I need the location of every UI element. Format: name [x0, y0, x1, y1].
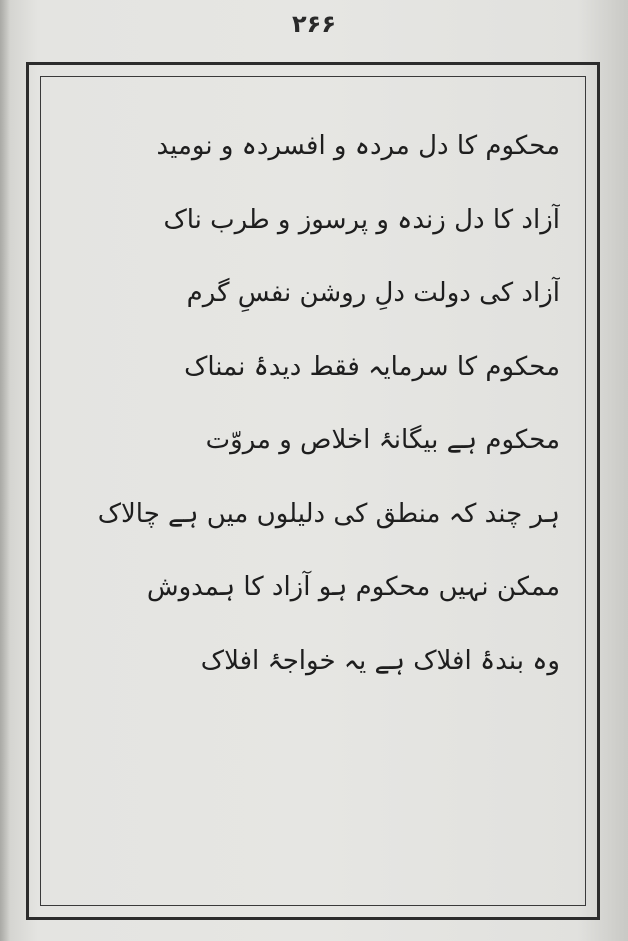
page-number: ۲۶۶ [292, 10, 336, 38]
poem-line: محکوم کا دل مردہ و افسردہ و نومید [156, 131, 560, 161]
poem-line: محکوم کا سرمایہ فقط دیدۂ نمناک [184, 351, 560, 382]
spine-shadow [0, 0, 10, 941]
poem-line: ممکن نہیں محکوم ہو آزاد کا ہمدوش [146, 572, 560, 602]
poem-line: محکوم ہے بیگانۂ اخلاص و مروّت [205, 425, 560, 455]
poem-line: ہر چند کہ منطق کی دلیلوں میں ہے چالاک [97, 498, 560, 529]
poem-line: آزاد کا دل زندہ و پرسوز و طرب ناک [163, 204, 560, 235]
poem-line: وہ بندۂ افلاک ہے یہ خواجۂ افلاک [200, 645, 560, 676]
poem-text [80, 110, 560, 698]
poem-line: آزاد کی دولت دلِ روشن نفسِ گرم [186, 278, 560, 308]
